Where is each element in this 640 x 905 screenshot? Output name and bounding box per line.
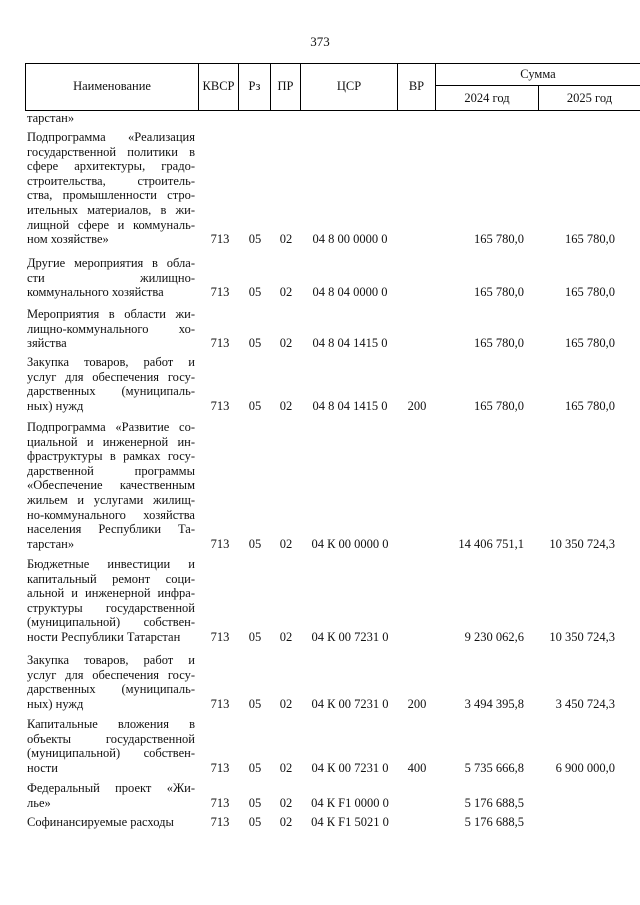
cell-kvsr: 713 bbox=[210, 336, 230, 351]
cell-rz: 05 bbox=[248, 232, 262, 247]
row-name-line: коммунального хозяйства bbox=[27, 285, 164, 300]
cell-y1: 165 780,0 bbox=[474, 336, 524, 351]
row-name-line: Капитальные вложения в bbox=[27, 717, 195, 731]
cell-kvsr: 713 bbox=[210, 232, 230, 247]
row-name-line: сти жилищно- bbox=[27, 270, 195, 285]
cell-pr: 02 bbox=[279, 630, 293, 644]
cell-y2: 165 780,0 bbox=[565, 232, 615, 247]
cell-y2: 10 350 724,3 bbox=[549, 536, 615, 551]
cell-pr: 02 bbox=[279, 696, 293, 711]
cell-rz: 05 bbox=[248, 815, 262, 829]
cell-vr: 200 bbox=[407, 696, 427, 711]
page-number: 373 bbox=[310, 34, 330, 49]
cell-rz: 05 bbox=[248, 630, 262, 644]
row-name bbox=[27, 420, 195, 551]
row-name bbox=[27, 307, 195, 351]
header-year-2024: 2024 год bbox=[435, 86, 538, 110]
row-name-line: фраструктуры в рамках госу- bbox=[27, 449, 195, 464]
row-name-line: ных) нужд bbox=[27, 398, 84, 413]
cell-rz: 05 bbox=[248, 336, 262, 351]
row-name-line: тарстан» bbox=[27, 536, 75, 551]
row-name-line: дарственной программы bbox=[27, 463, 195, 478]
row-name-line: Бюджетные инвестиции и bbox=[27, 557, 195, 571]
row-name-line: Закупка товаров, работ и bbox=[27, 355, 195, 369]
row-name-line: альной и инженерной инфра- bbox=[27, 586, 195, 601]
row-name-line: Софинансируемые расходы bbox=[27, 815, 174, 829]
cell-pr: 02 bbox=[279, 795, 293, 810]
row-name-line: сфере архитектуры, градо- bbox=[27, 159, 195, 174]
cell-rz: 05 bbox=[248, 398, 262, 413]
row-name-line: государственной политики в bbox=[27, 144, 195, 159]
cell-csr: 04 К 00 7231 0 bbox=[311, 760, 389, 775]
row-name bbox=[27, 256, 195, 300]
cell-y1: 14 406 751,1 bbox=[458, 536, 524, 551]
cell-kvsr: 713 bbox=[210, 285, 230, 300]
row-name-line: строительства, строитель- bbox=[27, 173, 195, 188]
cell-kvsr: 713 bbox=[210, 696, 230, 711]
cell-pr: 02 bbox=[279, 398, 293, 413]
row-name bbox=[27, 653, 195, 711]
cell-csr: 04 К 00 7231 0 bbox=[311, 630, 389, 644]
row-name bbox=[27, 717, 195, 775]
cell-pr: 02 bbox=[279, 285, 293, 300]
cell-y1: 165 780,0 bbox=[474, 285, 524, 300]
cell-csr: 04 8 04 1415 0 bbox=[312, 398, 388, 413]
cell-kvsr: 713 bbox=[210, 630, 230, 644]
cell-pr: 02 bbox=[279, 336, 293, 351]
row-name-line: «Обеспечение качественным bbox=[27, 478, 195, 493]
cell-rz: 05 bbox=[248, 795, 262, 810]
header-name: Наименование bbox=[25, 63, 198, 110]
row-name-line: лье» bbox=[27, 795, 51, 810]
cell-csr: 04 К 00 7231 0 bbox=[311, 696, 389, 711]
table-header bbox=[25, 63, 640, 110]
cell-y1: 165 780,0 bbox=[474, 232, 524, 247]
row-name bbox=[27, 130, 195, 247]
cell-kvsr: 713 bbox=[210, 536, 230, 551]
row-name-line: жильем и услугами жилищ- bbox=[27, 492, 195, 507]
row-name-line: Подпрограмма «Реализация bbox=[27, 130, 195, 144]
row-name-line: ности Республики Татарстан bbox=[27, 629, 181, 644]
row-name-line: лищно-коммунального хо- bbox=[27, 321, 195, 336]
cell-y2: 165 780,0 bbox=[565, 285, 615, 300]
row-name-line: ности bbox=[27, 760, 58, 775]
cell-vr: 200 bbox=[407, 398, 427, 413]
row-name-line: структуры государственной bbox=[27, 600, 195, 615]
row-name-line: ном хозяйстве» bbox=[27, 232, 109, 247]
row-name-line: дарственных (муниципаль- bbox=[27, 384, 195, 399]
cell-y2: 10 350 724,3 bbox=[549, 630, 615, 644]
cell-y2: 165 780,0 bbox=[565, 336, 615, 351]
row-name bbox=[27, 355, 195, 413]
cell-rz: 05 bbox=[248, 285, 262, 300]
cell-y1: 3 494 395,8 bbox=[464, 696, 524, 711]
row-name-line: Другие мероприятия в обла- bbox=[27, 256, 195, 270]
cell-y1: 5 735 666,8 bbox=[464, 760, 524, 775]
cell-kvsr: 713 bbox=[210, 815, 230, 829]
row-name-line: услуг для обеспечения госу- bbox=[27, 369, 195, 384]
row-name-line: капитальный ремонт соци- bbox=[27, 571, 195, 586]
cell-y1: 9 230 062,6 bbox=[464, 630, 524, 644]
row-name-line: услуг для обеспечения госу- bbox=[27, 667, 195, 682]
cell-pr: 02 bbox=[279, 232, 293, 247]
row-name bbox=[27, 781, 195, 810]
header-kvsr: КВСР bbox=[198, 63, 238, 110]
row-name bbox=[27, 557, 195, 645]
cell-csr: 04 К 00 0000 0 bbox=[311, 536, 389, 551]
row-name bbox=[27, 111, 195, 126]
row-name-line: ных) нужд bbox=[27, 696, 84, 711]
row-name-line: ительных материалов, в жи- bbox=[27, 202, 195, 217]
row-name-line: ства, промышленности стро- bbox=[27, 188, 195, 203]
header-rz: Рз bbox=[238, 63, 270, 110]
row-name-line: объекты государственной bbox=[27, 731, 195, 746]
cell-pr: 02 bbox=[279, 760, 293, 775]
header-csr: ЦСР bbox=[300, 63, 397, 110]
cell-csr: 04 К F1 0000 0 bbox=[311, 795, 389, 810]
header-pr: ПР bbox=[270, 63, 300, 110]
row-name-line: дарственных (муниципаль- bbox=[27, 682, 195, 697]
row-name-line: но-коммунального хозяйства bbox=[27, 507, 195, 522]
row-name bbox=[27, 815, 195, 830]
cell-pr: 02 bbox=[279, 536, 293, 551]
row-name-line: населения Республики Та- bbox=[27, 522, 195, 537]
cell-pr: 02 bbox=[279, 815, 293, 829]
cell-y1: 5 176 688,5 bbox=[464, 815, 524, 829]
row-name-line: Федеральный проект «Жи- bbox=[27, 781, 195, 795]
cell-rz: 05 bbox=[248, 760, 262, 775]
row-name-line: циальной и инженерной ин- bbox=[27, 434, 195, 449]
cell-y1: 5 176 688,5 bbox=[464, 795, 524, 810]
cell-rz: 05 bbox=[248, 536, 262, 551]
header-vr: ВР bbox=[397, 63, 435, 110]
cell-csr: 04 8 00 0000 0 bbox=[312, 232, 388, 247]
cell-kvsr: 713 bbox=[210, 398, 230, 413]
cell-vr: 400 bbox=[407, 760, 427, 775]
cell-y2: 165 780,0 bbox=[565, 398, 615, 413]
cell-rz: 05 bbox=[248, 696, 262, 711]
cell-csr: 04 8 04 1415 0 bbox=[312, 336, 388, 351]
row-name-line: Мероприятия в области жи- bbox=[27, 307, 195, 321]
cell-csr: 04 К F1 5021 0 bbox=[311, 815, 389, 829]
row-name-line: (муниципальной) собствен- bbox=[27, 615, 195, 630]
header-year-2025: 2025 год bbox=[538, 86, 640, 110]
cell-y2: 6 900 000,0 bbox=[555, 760, 615, 775]
row-name-line: зяйства bbox=[27, 336, 67, 351]
row-name-line: тарстан» bbox=[27, 111, 75, 125]
row-name-line: лищной сфере и коммуналь- bbox=[27, 217, 195, 232]
cell-kvsr: 713 bbox=[210, 760, 230, 775]
cell-y1: 165 780,0 bbox=[474, 398, 524, 413]
header-summa: Сумма bbox=[435, 63, 640, 86]
cell-csr: 04 8 04 0000 0 bbox=[312, 285, 388, 300]
cell-kvsr: 713 bbox=[210, 795, 230, 810]
row-name-line: Подпрограмма «Развитие со- bbox=[27, 420, 195, 434]
cell-y2: 3 450 724,3 bbox=[555, 696, 615, 711]
row-name-line: (муниципальной) собствен- bbox=[27, 746, 195, 761]
row-name-line: Закупка товаров, работ и bbox=[27, 653, 195, 667]
